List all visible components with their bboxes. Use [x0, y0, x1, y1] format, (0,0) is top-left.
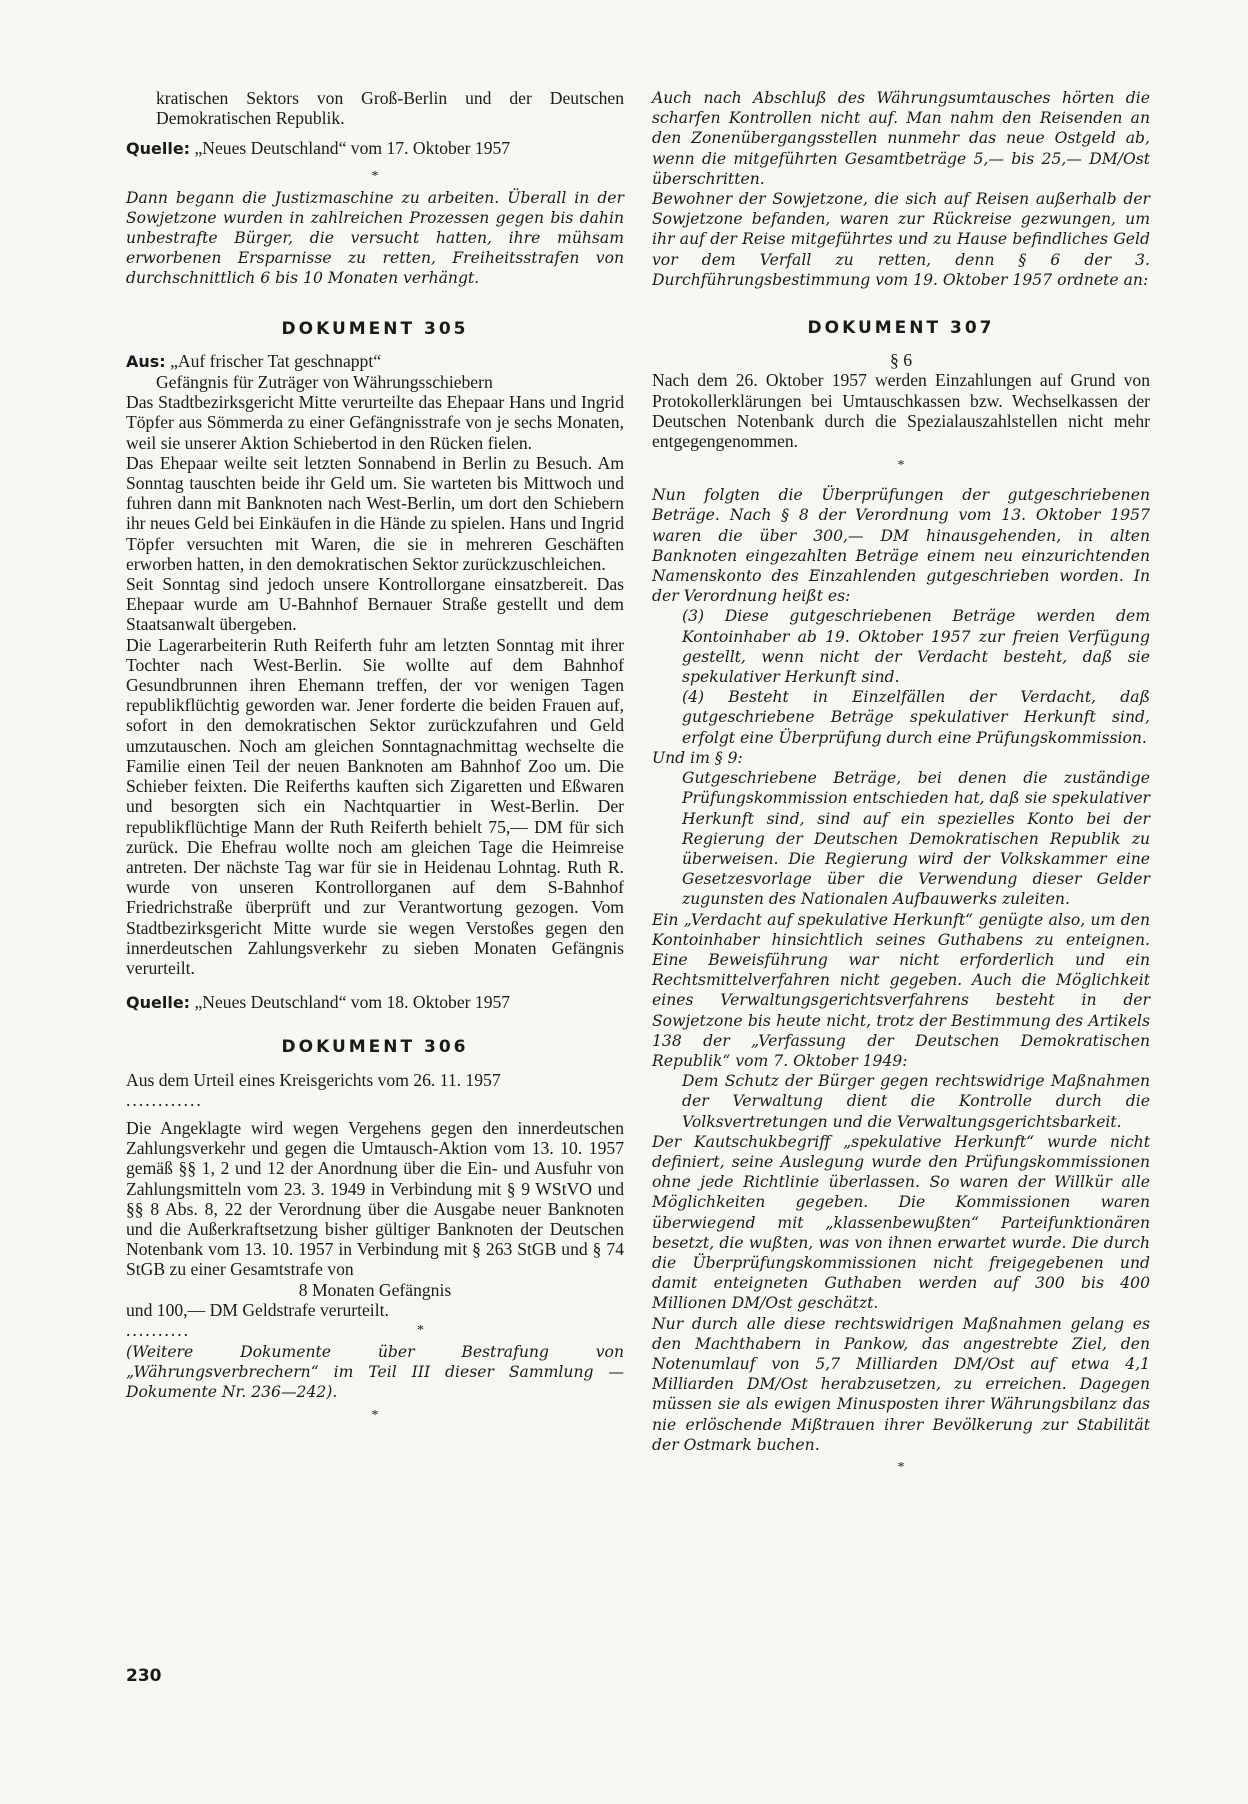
right-column	[652, 88, 1150, 1479]
commentary-text: Nur durch alle diese rechtswidrigen Maßnahmen gelang es den Machthabern in Pankow, das angestrebte Ziel, den Notenumlauf von 5,7 Milliarden DM/Ost auf etwa 4,1 Milliarden DM/Ost herabzusetzen, zu erreichen. Dagegen müssen sie als ewigen Minusposten ihrer Währungsbilanz das nie erlöschende Mißtrauen ihrer Bevölkerung zur Stabilität der Ostmark buchen.	[652, 1314, 1150, 1454]
source-text: „Neues Deutschland“ vom 18. Oktober 1957	[194, 992, 511, 1013]
article-paragraph: Das Stadtbezirksgericht Mitte verurteilte das Ehepaar Hans und Ingrid Töpfer aus Sömmerda zu einer Gefängnisstrafe von je sechs Monaten, weil sie unserer Aktion Schiebertod in den Rücken fielen.	[126, 392, 624, 453]
doc-source-line	[126, 351, 624, 372]
article-paragraph: Das Ehepaar weilte seit letzten Sonnabend in Berlin zu Besuch. Am Sonntag tauschten beide ihr Geld um. Sie warteten bis Mittwoch und fuhren dann mit Banknoten nach West-Berlin, um dort den Schiebern ihr neues Geld bei Einkäufen in die Hände zu spielen. Hans und Ingrid Töpfer versuchten mit Waren, die sie in mehreren Geschäften erworben hatten, in den demokratischen Sektor zurückzuschleichen.	[126, 452, 624, 574]
commentary-text: Nun folgten die Überprüfungen der gutgeschriebenen Beträge. Nach § 8 der Verordnung vom 13. Oktober 1957 waren die über 300,— DM hinausgehenden, in alten Banknoten eingezahlten Beträge einem neu einzurichtenden Namenskonto des Einzahlenden gutgeschrieben worden. In der Verordnung heißt es:	[652, 486, 1150, 606]
left-column	[126, 88, 624, 1427]
document-heading: DOKUMENT 306	[281, 1037, 469, 1058]
commentary-text: Ein „Verdacht auf spekulative Herkunft“ genügte also, um den Kontoinhaber hinsichtlich seines Guthabens zu enteignen. Eine Beweisführung war nicht erforderlich und ein Rechtsmittelverfahren nicht gegeben. Auch die Möglichkeit eines Verwaltungsgerichtsverfahrens besteht in der Sowjetzone bis heute nicht, trotz der Bestimmung des Artikels 138 der „Verfassung der Deutschen Demokratischen Republik“ vom 7. Oktober 1949:	[652, 910, 1150, 1070]
quoted-regulation: (4) Besteht in Einzelfällen der Verdacht, daß gutgeschriebene Beträge spekulativer Herkunft sind, erfolgt eine Überprüfung durch eine Prüfungskommission.	[682, 688, 1150, 747]
page-number: 230	[126, 1666, 162, 1686]
regulation-text: Nach dem 26. Oktober 1957 werden Einzahlungen auf Grund von Protokollerklärungen bei Umtauschkassen bzw. Wechselkassen der Deutschen Notenbank durch die Spezialauszahlstellen nicht mehr entgegengenommen.	[652, 370, 1150, 452]
document-heading: DOKUMENT 307	[807, 318, 995, 339]
document-heading: DOKUMENT 305	[281, 318, 469, 339]
doc-source-text: „Auf frischer Tat geschnappt“	[170, 350, 382, 371]
dots-star-row	[126, 1320, 624, 1342]
article-subtitle: Gefängnis für Zuträger von Währungsschiebern	[156, 372, 493, 393]
quoted-constitution: Dem Schutz der Bürger gegen rechtswidrige Maßnahmen der Verwaltung dient die Kontrolle durch die Volksvertretungen und die Verwaltungsgerichtsbarkeit.	[682, 1072, 1150, 1131]
separator-star: *	[897, 458, 905, 474]
judgment-intro: Aus dem Urteil eines Kreisgerichts vom 26. 11. 1957	[126, 1069, 501, 1090]
separator-star: *	[417, 1322, 424, 1338]
judgment-text: Die Angeklagte wird wegen Vergehens gegen den innerdeutschen Zahlungsverkehr und gegen die Umtausch-Aktion vom 13. 10. 1957 gemäß §§ 1, 2 und 12 der Anordnung über die Ein- und Ausfuhr von Zahlungsmitteln vom 23. 3. 1949 in Verbindung mit § 9 WStVO und §§ 8 Abs. 8, 22 der Verordnung über die Ausgabe neuer Banknoten und die Außerkraftsetzung bisher gültiger Banknoten der Deutschen Notenbank vom 13. 10. 1957 in Verbindung mit § 263 StGB und § 74 StGB zu einer Gesamtstrafe von	[126, 1117, 624, 1280]
ellipsis-dots: ..........	[126, 1319, 190, 1340]
doc-source-label: Aus:	[126, 351, 166, 371]
commentary-text: Dann begann die Justizmaschine zu arbeiten. Überall in der Sowjetzone wurden in zahlreichen Prozessen gegen bis dahin unbestrafte Bürger, die versucht hatten, ihre mühsam erworbenen Ersparnisse zu retten, Freiheitsstrafen von durchschnittlich 6 bis 10 Monaten verhängt.	[126, 188, 624, 288]
separator-star: *	[371, 168, 379, 184]
paragraph-sign: § 6	[890, 350, 912, 371]
quoted-regulation: (3) Diese gutgeschriebenen Beträge werden dem Kontoinhaber ab 19. Oktober 1957 zur freien Verfügung gestellt, wenn nicht der Verdacht besteht, daß sie spekulativer Herkunft sind.	[682, 607, 1150, 687]
ellipsis-dots: ............	[126, 1089, 203, 1110]
judgment-sentence: 8 Monaten Gefängnis	[298, 1279, 452, 1300]
source-text: „Neues Deutschland“ vom 17. Oktober 1957	[194, 138, 511, 159]
reference-note: (Weitere Dokumente über Bestrafung von „Währungsverbrechern“ im Teil III dieser Sammlung — Dokumente Nr. 236—242).	[126, 1342, 624, 1402]
separator-star: *	[371, 1407, 379, 1423]
source-line	[126, 992, 624, 1013]
article-paragraph: Seit Sonntag sind jedoch unsere Kontrollorgane einsatzbereit. Das Ehepaar wurde am U-Bahnhof Bernauer Straße gestellt und dem Staatsanwalt übergeben.	[126, 574, 624, 635]
commentary-text: Und im § 9:	[652, 748, 743, 767]
source-line	[126, 138, 624, 159]
article-paragraph: Die Lagerarbeiterin Ruth Reiferth fuhr am letzten Sonntag mit ihrer Tochter nach West-Berlin. Sie wollte auf dem Bahnhof Gesundbrunnen ihren Ehemann treffen, der vor wenigen Tagen republikflüchtig geworden war. Jener forderte die beiden Frauen auf, sofort in den demokratischen Sektor zurückzufahren und Geld umzutauschen. Noch am gleichen Sonntagnachmittag wechselte die Familie einen Teil der neuen Banknoten am Bahnhof Zoo um. Die Schieber feixten. Die Reiferths kauften sich Zigaretten und Eßwaren und besorgten sich ein Nachtquartier in West-Berlin. Der republikflüchtige Mann der Ruth Reiferth behielt 75,— DM für sich zurück. Die Ehefrau wollte noch am gleichen Tage die Heimreise antreten. Der nächste Tag war für sie in Heidenau Lohntag. Ruth R. wurde von unseren Kontrollorganen auf dem S-Bahnhof Friedrichstraße überprüft und zur Verantwortung gezogen. Vom Stadtbezirksgericht Mitte wurde sie wegen Verstoßes gegen den innerdeutschen Zahlungsverkehr zu sieben Monaten Gefängnis verurteilt.	[126, 634, 624, 978]
source-label: Quelle:	[126, 139, 191, 159]
commentary-text: Bewohner der Sowjetzone, die sich auf Reisen außerhalb der Sowjetzone befanden, waren zur Rückreise gezwungen, um ihr auf der Reise mitgeführtes und zu Hause befindliches Geld vor dem Verfall zu retten, denn § 6 der 3. Durchführungsbestimmung vom 19. Oktober 1957 ordnete an:	[652, 190, 1150, 289]
judgment-fine: und 100,— DM Geldstrafe verurteilt.	[126, 1299, 389, 1320]
commentary-text: Der Kautschukbegriff „spekulative Herkunft“ wurde nicht definiert, seine Auslegung wurde den Prüfungskommissionen ohne jede Richtlinie überlassen. So waren der Willkür alle Möglichkeiten gegeben. Die Kommissionen waren überwiegend mit „klassenbewußten“ Parteifunktionären besetzt, die wußten, was von ihnen erwartet wurde. Die durch die Überprüfungskommissionen nicht freigegebenen und damit enteigneten Guthaben werden auf 300 bis 400 Millionen DM/Ost geschätzt.	[652, 1132, 1150, 1313]
separator-star: *	[897, 1460, 905, 1475]
intro-text: kratischen Sektors von Groß-Berlin und der Deutschen Demokratischen Republik.	[156, 88, 624, 129]
quoted-regulation: Gutgeschriebene Beträge, bei denen die zuständige Prüfungskommission entschieden hat, daß sie spekulativer Herkunft sind, sind auf ein spezielles Konto bei der Regierung der Deutschen Demokratischen Republik zu überweisen. Die Regierung wird der Volkskammer eine Gesetzesvorlage über die Verwendung dieser Gelder zugunsten des Nationalen Aufbauwerks zuleiten.	[682, 769, 1150, 909]
commentary-text: Auch nach Abschluß des Währungsumtausches hörten die scharfen Kontrollen nicht auf. Man nahm den Reisenden an den Zonenübergangsstellen nunmehr das neue Ostgeld ab, wenn die mitgeführten Gesamtbeträge 5,— bis 25,— DM/Ost überschritten.	[652, 89, 1150, 188]
source-label: Quelle:	[126, 993, 191, 1013]
